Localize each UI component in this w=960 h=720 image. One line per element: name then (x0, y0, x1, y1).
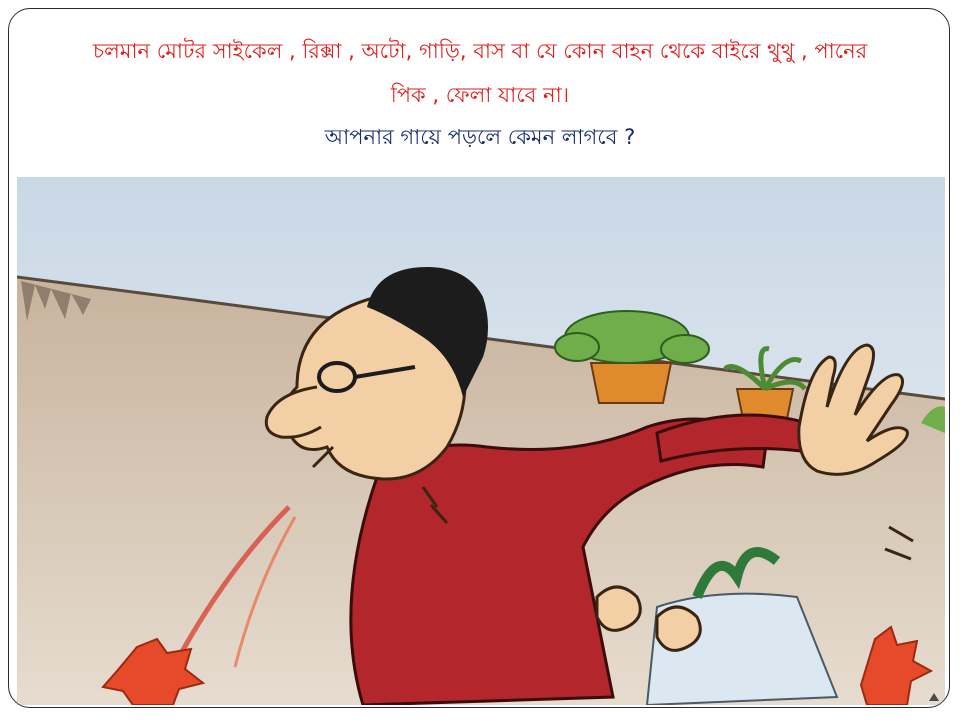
spitting-cartoon-illustration (17, 177, 945, 705)
hand-holding-bag (597, 587, 640, 630)
question-line: আপনার গায়ে পড়লে কেমন লাগবে ? (324, 125, 636, 149)
slide-corner-marker (929, 693, 939, 701)
slide-text (9, 9, 950, 151)
warning-line-2: পিক , ফেলা যাবে না। (390, 83, 570, 107)
warning-line-1: চলমান মোটর সাইকেল , রিক্সা , অটো, গাড়ি, বাস বা যে কোন বাহন থেকে বাইরে থুথু , পানের (92, 39, 868, 63)
slide-frame (8, 8, 950, 708)
hand-holding-bag-2 (657, 607, 700, 650)
